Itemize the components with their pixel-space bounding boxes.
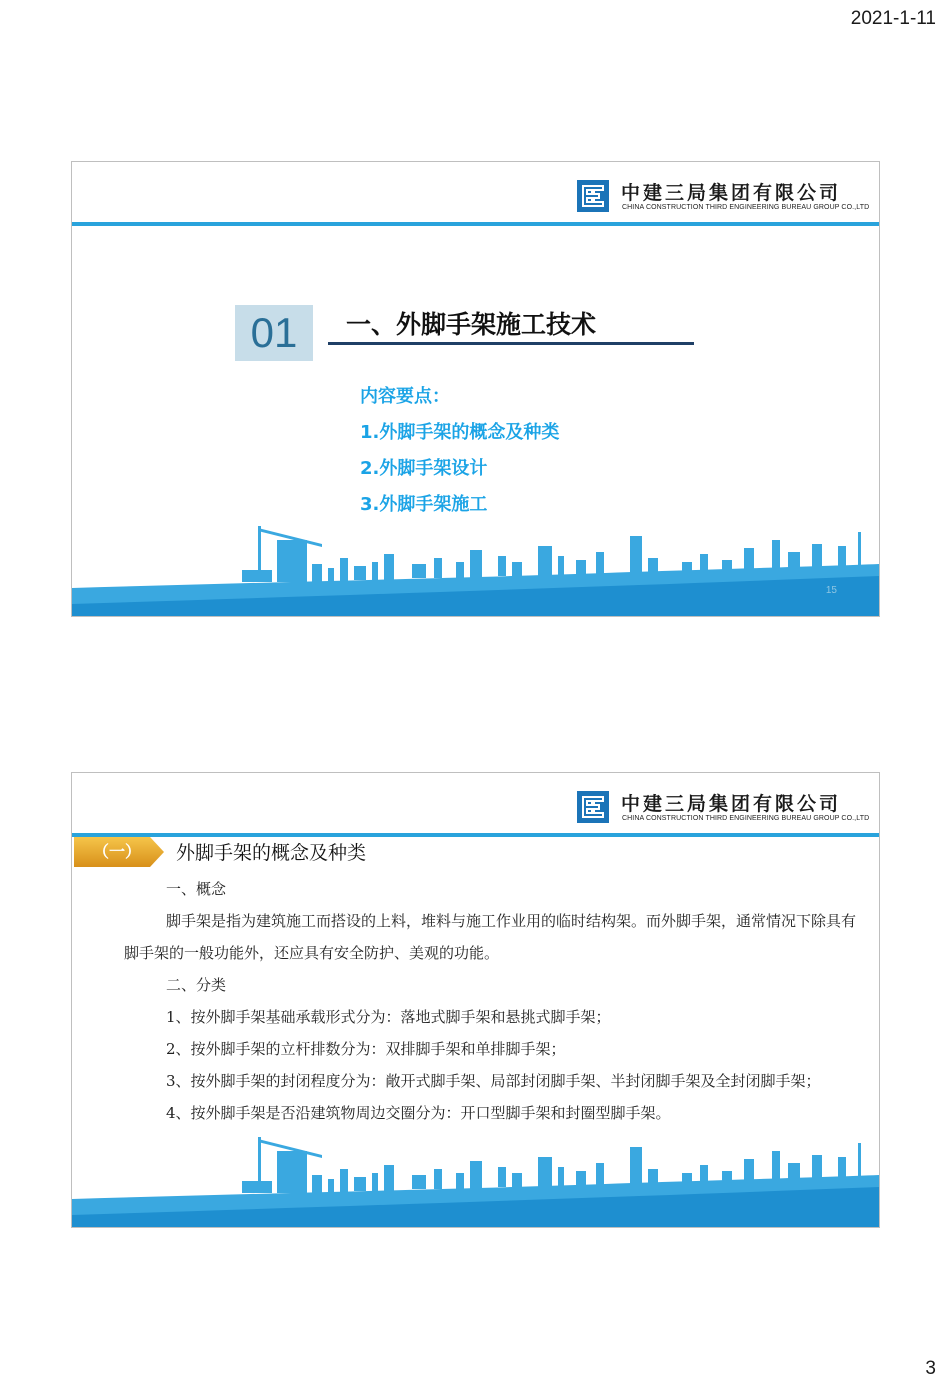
section-tag-label: （一）	[92, 842, 141, 861]
body-list-item: 3、按外脚手架的封闭程度分为：敞开式脚手架、局部封闭脚手架、半封闭脚手架及全封闭脚手架；	[166, 1072, 821, 1090]
slide-body	[124, 873, 864, 1129]
company-logo	[577, 178, 870, 216]
title-underline	[328, 342, 694, 345]
page-date: 2021-1-11	[850, 8, 936, 29]
page-number: 3	[925, 1358, 936, 1379]
header-divider	[72, 222, 879, 226]
body-list-item: 1、按外脚手架基础承载形式分为：落地式脚手架和悬挑式脚手架；	[166, 1008, 611, 1026]
city-skyline-graphic	[72, 1137, 879, 1227]
company-name-en: CHINA CONSTRUCTION THIRD ENGINEERING BUREAU GROUP CO.,LTD	[622, 815, 870, 822]
header-divider	[72, 833, 879, 837]
body-list-item: 2、按外脚手架的立杆排数分为：双排脚手架和单排脚手架；	[166, 1040, 566, 1058]
body-list-item: 4、按外脚手架是否沿建筑物周边交圈分为：开口型脚手架和封圈型脚手架。	[166, 1104, 671, 1122]
company-logo	[577, 789, 870, 827]
key-points-heading: 内容要点：	[360, 386, 450, 407]
key-point-item: 1.外脚手架的概念及种类	[360, 422, 560, 443]
company-name-cn: 中建三局集团有限公司	[621, 182, 842, 204]
body-heading: 一、概念	[166, 880, 227, 898]
slide-section-cover	[71, 161, 880, 617]
section-number-box	[235, 305, 313, 361]
company-name-cn: 中建三局集团有限公司	[621, 793, 842, 815]
company-logo-icon	[577, 791, 609, 823]
city-skyline-graphic	[72, 526, 879, 616]
section-tag	[74, 837, 166, 867]
body-heading: 二、分类	[166, 976, 227, 994]
company-name-en: CHINA CONSTRUCTION THIRD ENGINEERING BUREAU GROUP CO.,LTD	[622, 204, 870, 211]
key-points-list	[360, 384, 559, 528]
body-paragraph: 脚手架是指为建筑施工而搭设的上料，堆料与施工作业用的临时结构架。而外脚手架，通常情况下除具有脚手架的一般功能外，还应具有安全防护、美观的功能。	[124, 912, 857, 962]
section-number: 01	[250, 309, 298, 356]
key-point-item: 3.外脚手架施工	[360, 494, 488, 515]
slide-content	[71, 772, 880, 1228]
slide-subtitle: 外脚手架的概念及种类	[176, 842, 367, 864]
company-logo-icon	[577, 180, 609, 212]
key-point-item: 2.外脚手架设计	[360, 458, 488, 479]
section-title: 一、外脚手架施工技术	[346, 310, 597, 339]
slide-page-number: 15	[825, 585, 837, 596]
